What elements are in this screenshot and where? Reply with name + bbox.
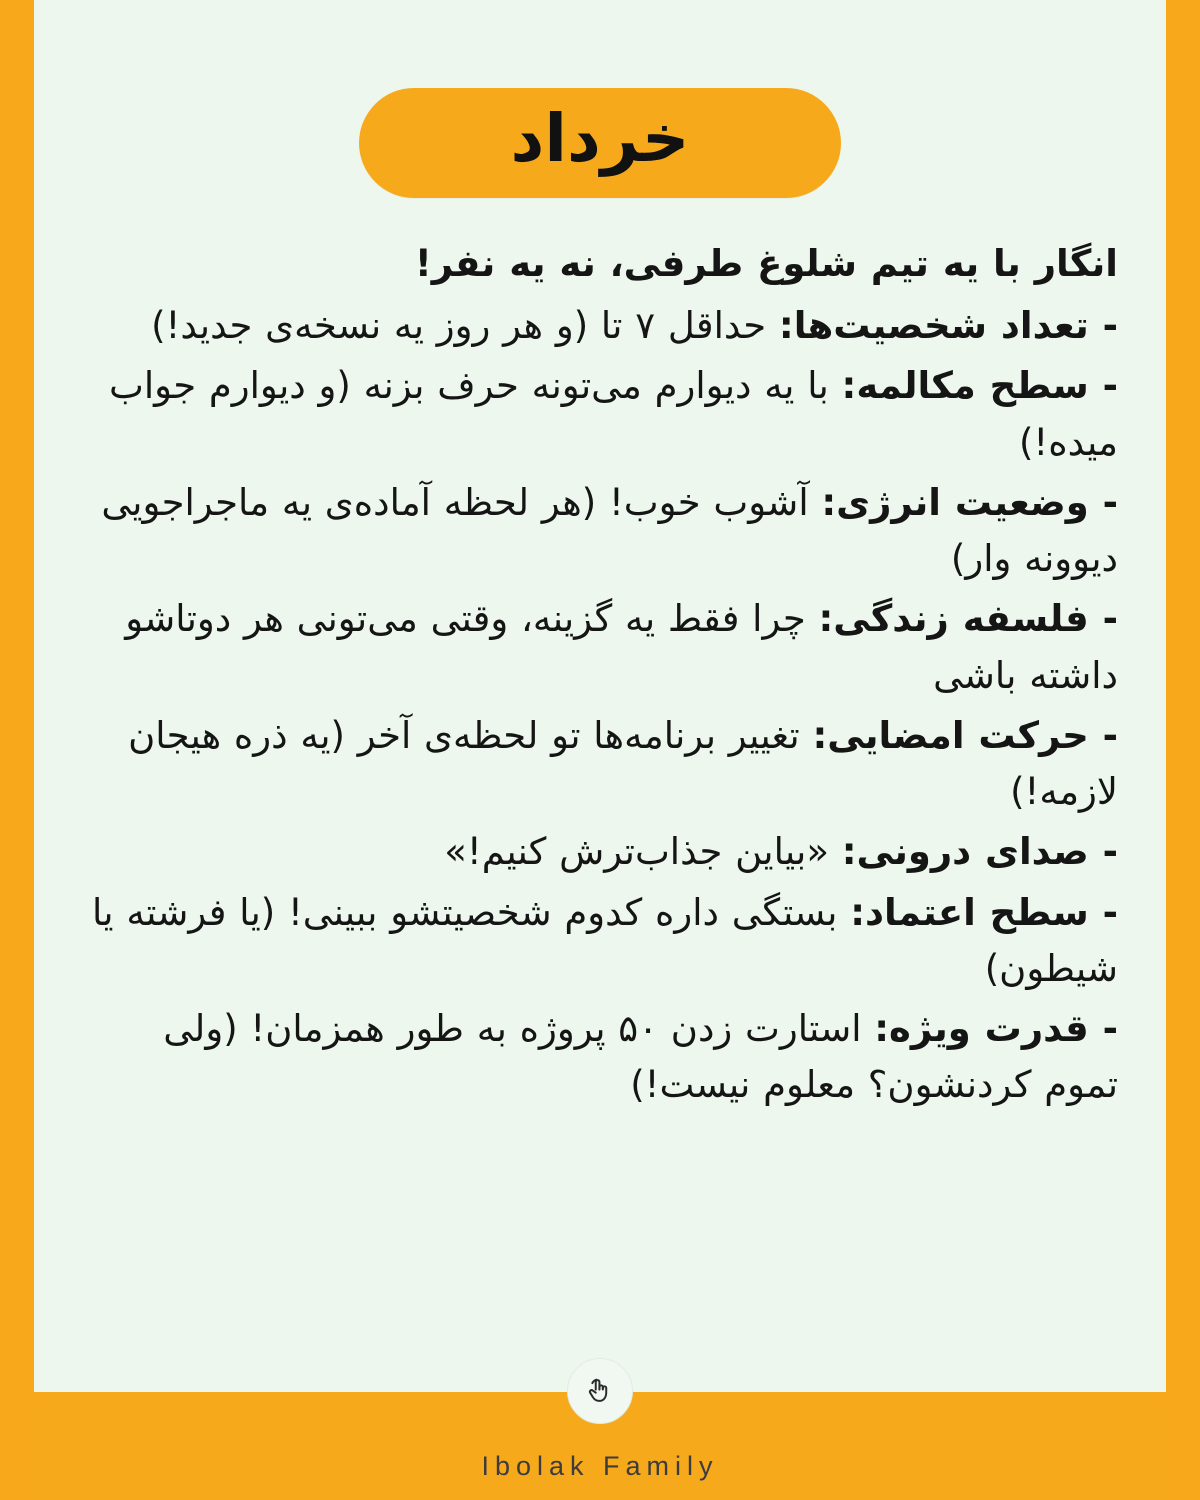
list-item-value: بستگی داره کدوم شخصیتشو ببینی! (یا فرشته یا شیطون) xyxy=(92,890,1118,990)
list-item-value: حداقل ۷ تا (و هر روز یه نسخه‌ی جدید!) xyxy=(151,304,779,348)
right-accent-bar xyxy=(1166,0,1200,1500)
list-item-label: - قدرت ویژه: xyxy=(874,1007,1118,1051)
list-item-label: - سطح مکالمه: xyxy=(841,364,1118,408)
list-item-label: - صدای درونی: xyxy=(841,830,1118,874)
list-item-label: - سطح اعتماد: xyxy=(850,890,1118,934)
list-item xyxy=(82,824,1118,880)
list-item xyxy=(82,885,1118,997)
list-item xyxy=(82,358,1118,470)
list-item-value: چرا فقط یه گزینه، وقتی می‌تونی هر دوتاشو داشته باشی xyxy=(125,597,1118,697)
tap-hand-icon[interactable] xyxy=(567,1358,633,1424)
list-item-value: تغییر برنامه‌ها تو لحظه‌ی آخر (یه ذره هیجان لازمه!) xyxy=(128,713,1118,814)
list-item-label: - وضعیت انرژی: xyxy=(821,480,1118,524)
list-item xyxy=(82,708,1118,820)
body-content xyxy=(82,236,1118,1118)
poster-canvas xyxy=(34,0,1166,1500)
list-item xyxy=(82,591,1118,703)
headline: انگار با یه تیم شلوغ طرفی، نه یه نفر! xyxy=(414,242,1118,285)
list-item-label: - فلسفه زندگی: xyxy=(818,597,1118,641)
left-accent-bar xyxy=(0,0,34,1500)
list-item xyxy=(82,1001,1118,1113)
list-item-label: - تعداد شخصیت‌ها: xyxy=(778,304,1118,348)
list-item-label: - حرکت امضایی: xyxy=(812,713,1118,757)
title-area xyxy=(34,88,1166,198)
footer xyxy=(0,1350,1200,1500)
month-title-pill xyxy=(359,88,841,198)
list-item xyxy=(82,475,1118,587)
brand-name: Ibolak Family xyxy=(481,1451,719,1481)
list-item-value: آشوب خوب! (هر لحظه آماده‌ی یه ماجراجویی دیوونه وار) xyxy=(101,480,1118,581)
list-item-value: با یه دیوارم می‌تونه حرف بزنه (و دیوارم جواب میده!) xyxy=(108,364,1118,464)
list-item xyxy=(82,298,1118,354)
list-item-value: استارت زدن ۵۰ پروژه به طور همزمان! (ولی تموم کردنشون؟ معلوم نیست!) xyxy=(163,1007,1118,1107)
list-item-value: «بیاین جذاب‌ترش کنیم!» xyxy=(444,830,842,874)
page-title: خرداد xyxy=(510,100,690,177)
